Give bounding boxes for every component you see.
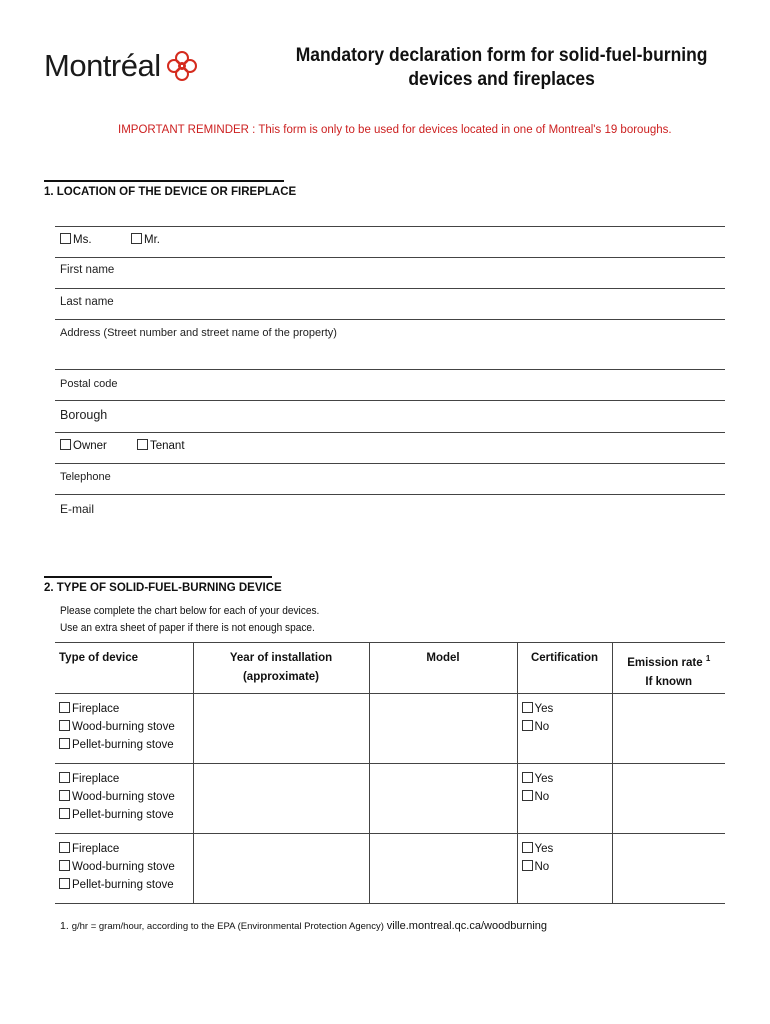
wood-stove-checkbox[interactable] — [59, 860, 70, 871]
fireplace-checkbox[interactable] — [59, 702, 70, 713]
cert-no-option[interactable] — [522, 718, 608, 736]
col-year-line1: Year of installation — [229, 652, 333, 664]
cert-yes-option[interactable] — [522, 840, 608, 858]
divider — [55, 319, 725, 320]
pellet-stove-option[interactable] — [59, 876, 189, 894]
col-model: Model — [369, 643, 517, 694]
tenant-option[interactable] — [137, 439, 185, 452]
tenant-label: Tenant — [150, 440, 185, 452]
cert-yes-option[interactable] — [522, 770, 608, 788]
table-header-row — [55, 643, 725, 694]
wood-stove-label: Wood-burning stove — [72, 861, 175, 873]
section1-heading — [44, 186, 296, 198]
device-type-cell — [55, 834, 193, 904]
divider — [55, 226, 725, 227]
section2-heading-text: 2. TYPE OF SOLID-FUEL-BURNING DEVICE — [44, 582, 282, 594]
address-field[interactable]: Address (Street number and street name of the property) — [60, 327, 337, 339]
cert-yes-option[interactable] — [522, 700, 608, 718]
montreal-rose-icon — [165, 49, 199, 83]
cert-no-option[interactable] — [522, 788, 608, 806]
col-certification: Certification — [517, 643, 612, 694]
cert-no-label: No — [534, 721, 550, 733]
footnote-ref: 1 — [705, 654, 711, 663]
device-type-cell — [55, 764, 193, 834]
certification-cell — [517, 694, 612, 764]
footnote-number: 1. — [60, 920, 69, 932]
pellet-stove-checkbox[interactable] — [59, 738, 70, 749]
fireplace-label: Fireplace — [72, 703, 120, 715]
wood-stove-checkbox[interactable] — [59, 720, 70, 731]
borough-field[interactable]: Borough — [60, 408, 108, 422]
pellet-stove-option[interactable] — [59, 736, 189, 754]
pellet-stove-label: Pellet-burning stove — [72, 809, 174, 821]
postal-code-field[interactable]: Postal code — [60, 378, 118, 390]
col-year-of-installation — [193, 643, 369, 694]
cert-yes-checkbox[interactable] — [522, 702, 533, 713]
footnote-text: g/hr = gram/hour, according to the EPA (Environmental Protection Agency) — [71, 921, 384, 932]
section1-heading-text: 1. LOCATION OF THE DEVICE OR FIREPLACE — [44, 186, 297, 198]
pellet-stove-checkbox[interactable] — [59, 808, 70, 819]
col-type-of-device: Type of device — [55, 643, 193, 694]
salutation-mr-option[interactable] — [131, 233, 160, 246]
wood-stove-checkbox[interactable] — [59, 790, 70, 801]
divider — [55, 369, 725, 370]
cert-yes-label: Yes — [534, 703, 554, 715]
pellet-stove-label: Pellet-burning stove — [72, 879, 174, 891]
table-row — [55, 764, 725, 834]
form-title-line2: devices and fireplaces — [408, 69, 595, 90]
last-name-field[interactable]: Last name — [60, 296, 114, 308]
montreal-logo — [44, 48, 199, 84]
salutation-ms-option[interactable] — [60, 233, 92, 246]
emission-cell[interactable] — [612, 764, 725, 834]
wood-stove-option[interactable] — [59, 718, 189, 736]
telephone-field[interactable]: Telephone — [60, 471, 111, 483]
cert-no-label: No — [534, 791, 550, 803]
wood-stove-label: Wood-burning stove — [72, 791, 175, 803]
certification-cell — [517, 764, 612, 834]
wood-stove-option[interactable] — [59, 788, 189, 806]
wood-stove-option[interactable] — [59, 858, 189, 876]
footnote-url[interactable]: ville.montreal.qc.ca/woodburning — [386, 920, 547, 932]
mr-checkbox[interactable] — [131, 233, 142, 244]
owner-option[interactable] — [60, 439, 107, 452]
cert-yes-checkbox[interactable] — [522, 842, 533, 853]
pellet-stove-checkbox[interactable] — [59, 878, 70, 889]
table-row — [55, 694, 725, 764]
emission-cell[interactable] — [612, 694, 725, 764]
ms-label: Ms. — [73, 234, 92, 246]
form-title-line1: Mandatory declaration form for solid-fuel-burning — [295, 45, 708, 66]
first-name-field[interactable]: First name — [60, 264, 115, 276]
fireplace-option[interactable] — [59, 770, 189, 788]
device-type-cell — [55, 694, 193, 764]
pellet-stove-label: Pellet-burning stove — [72, 739, 174, 751]
section1-heading-bar — [44, 180, 284, 182]
cert-no-checkbox[interactable] — [522, 790, 533, 801]
divider — [55, 257, 725, 258]
col-emission-line1: Emission rate — [627, 656, 703, 669]
model-cell[interactable] — [369, 834, 517, 904]
col-year-line2: (approximate) — [242, 671, 320, 683]
divider — [55, 400, 725, 401]
emission-cell[interactable] — [612, 834, 725, 904]
section2-heading — [44, 582, 282, 594]
fireplace-label: Fireplace — [72, 773, 120, 785]
col-emission-line2: If known — [645, 675, 693, 688]
email-field[interactable]: E-mail — [60, 502, 95, 516]
year-cell[interactable] — [193, 764, 369, 834]
cert-yes-label: Yes — [534, 843, 554, 855]
tenant-checkbox[interactable] — [137, 439, 148, 450]
year-cell[interactable] — [193, 834, 369, 904]
divider — [55, 432, 725, 433]
form-title — [290, 44, 713, 92]
fireplace-checkbox[interactable] — [59, 772, 70, 783]
cert-no-label: No — [534, 861, 550, 873]
section2-intro-line1: Please complete the chart below for each of your devices. — [60, 605, 320, 617]
cert-no-checkbox[interactable] — [522, 720, 533, 731]
col-emission-rate — [612, 643, 725, 694]
fireplace-option[interactable] — [59, 840, 189, 858]
mr-label: Mr. — [144, 234, 160, 246]
section2-heading-bar — [44, 576, 272, 578]
table-row — [55, 834, 725, 904]
year-cell[interactable] — [193, 694, 369, 764]
model-cell[interactable] — [369, 764, 517, 834]
ms-checkbox[interactable] — [60, 233, 71, 244]
owner-checkbox[interactable] — [60, 439, 71, 450]
device-table — [55, 642, 725, 904]
footnote — [60, 920, 547, 932]
certification-cell — [517, 834, 612, 904]
fireplace-label: Fireplace — [72, 843, 120, 855]
cert-no-option[interactable] — [522, 858, 608, 876]
section2-intro-line2: Use an extra sheet of paper if there is not enough space. — [60, 622, 315, 634]
pellet-stove-option[interactable] — [59, 806, 189, 824]
important-reminder: IMPORTANT REMINDER : This form is only to be used for devices located in one of Montreal's 19 boroughs. — [118, 124, 672, 136]
model-cell[interactable] — [369, 694, 517, 764]
wood-stove-label: Wood-burning stove — [72, 721, 175, 733]
divider — [55, 463, 725, 464]
fireplace-checkbox[interactable] — [59, 842, 70, 853]
fireplace-option[interactable] — [59, 700, 189, 718]
cert-yes-label: Yes — [534, 773, 554, 785]
owner-label: Owner — [73, 440, 107, 452]
cert-yes-checkbox[interactable] — [522, 772, 533, 783]
cert-no-checkbox[interactable] — [522, 860, 533, 871]
divider — [55, 494, 725, 495]
logo-wordmark: Montréal — [44, 48, 161, 83]
divider — [55, 288, 725, 289]
